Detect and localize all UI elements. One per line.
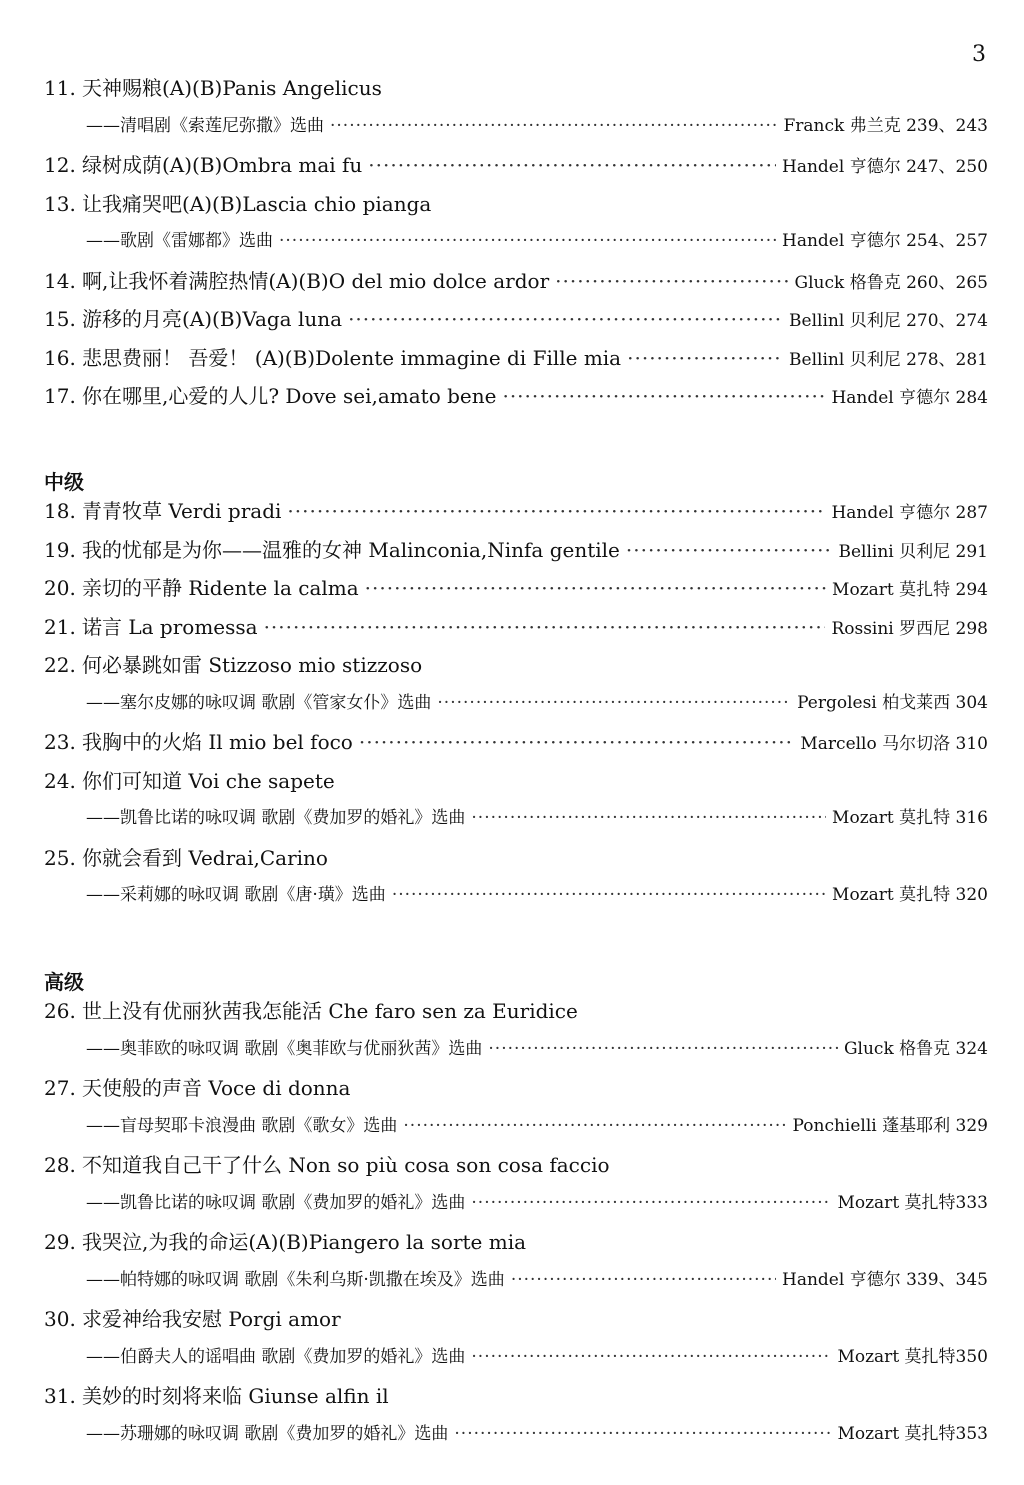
entry-title: 游移的月亮(A)(B)Vaga luna [82, 307, 343, 331]
entry-title: 你就会看到 Vedrai,Carino [82, 845, 328, 870]
entry-title: 亲切的平静 Ridente la calma [82, 576, 359, 600]
entry-number: 12. [44, 153, 76, 177]
entry-subtitle: ——帕特娜的咏叹调 歌剧《朱利乌斯·凯撒在埃及》选曲 [86, 1269, 505, 1290]
entry-title: 我胸中的火焰 Il mio bel foco [82, 730, 353, 754]
entry-reference: Bellini 贝利尼 291 [838, 541, 988, 562]
dot-leader [359, 730, 795, 754]
toc-entry [44, 572, 988, 611]
entry-reference: Mozart 莫扎特333 [837, 1192, 988, 1213]
entry-number: 13. [44, 191, 76, 216]
entry-number: 14. [44, 268, 76, 293]
entry-reference: Gluck 格鲁克 324 [843, 1038, 988, 1059]
entry-number: 22. [44, 653, 76, 677]
toc-entry [44, 1072, 988, 1111]
entry-title: 你们可知道 Voi che sapete [82, 768, 335, 793]
dot-leader [555, 269, 788, 293]
entry-number: 28. [44, 1153, 76, 1177]
toc-entry-subtitle-line [44, 880, 988, 919]
entry-number: 25. [44, 845, 76, 870]
toc-entry-subtitle-line [44, 1188, 988, 1227]
entry-subtitle: ——伯爵夫人的谣唱曲 歌剧《费加罗的婚礼》选曲 [86, 1346, 466, 1367]
toc-entry-subtitle-line [44, 688, 988, 727]
toc-entry-subtitle-line [44, 803, 988, 842]
entry-title: 青青牧草 Verdi pradi [82, 499, 282, 523]
entry-reference: Mozart 莫扎特353 [837, 1423, 988, 1444]
entry-subtitle: ——采莉娜的咏叹调 歌剧《唐·璜》选曲 [86, 885, 386, 905]
toc-entry [44, 1149, 988, 1188]
toc-entry [44, 842, 988, 881]
entry-number: 18. [44, 499, 76, 523]
entry-reference: Handel 亨德尔 247、250 [782, 157, 988, 177]
toc-entry [44, 1303, 988, 1342]
entry-subtitle: ——盲母契耶卡浪漫曲 歌剧《歌女》选曲 [86, 1115, 398, 1136]
entry-subtitle: ——凯鲁比诺的咏叹调 歌剧《费加罗的婚礼》选曲 [86, 1192, 466, 1213]
dot-leader [287, 499, 825, 523]
dot-leader [502, 384, 825, 408]
entry-reference: Mozart 莫扎特 320 [832, 885, 988, 905]
toc-entry [44, 303, 988, 342]
entry-reference: Bellinl 贝利尼 270、274 [789, 311, 988, 331]
dot-leader [392, 885, 826, 905]
entry-reference: Gluck 格鲁克 260、265 [794, 272, 988, 293]
entry-reference: Handel 亨德尔 254、257 [782, 231, 988, 251]
entry-reference: Pergolesi 柏戈莱西 304 [797, 692, 988, 713]
toc-entry [44, 495, 988, 534]
entry-title: 世上没有优丽狄茜我怎能活 Che faro sen za Euridice [82, 999, 578, 1023]
toc-entry-subtitle-line [44, 1034, 988, 1073]
dot-leader [471, 1347, 831, 1367]
dot-leader [437, 693, 791, 713]
dot-leader [626, 538, 833, 562]
section-spacer [44, 419, 988, 457]
entry-title: 诺言 La promessa [82, 614, 258, 639]
entry-title: 天使般的声音 Voce di donna [82, 1076, 351, 1100]
entry-number: 29. [44, 1230, 76, 1254]
dot-leader [279, 231, 776, 251]
page-number: 3 [972, 42, 986, 67]
dot-leader [348, 307, 783, 331]
toc-entry-subtitle-line [44, 226, 988, 265]
entry-reference: Franck 弗兰克 239、243 [783, 115, 988, 136]
entry-number: 23. [44, 730, 76, 754]
entry-title: 美妙的时刻将来临 Giunse alfin il [82, 1384, 389, 1408]
toc-entry-subtitle-line [44, 1342, 988, 1381]
dot-leader [511, 1270, 776, 1290]
entry-subtitle: ——清唱剧《索莲尼弥撒》选曲 [86, 115, 324, 136]
entry-number: 31. [44, 1384, 76, 1408]
toc-entry [44, 726, 988, 765]
section-spacer [44, 919, 988, 957]
entry-title: 不知道我自己干了什么 Non so più cosa son cosa faccio [82, 1153, 610, 1177]
toc-entry [44, 1380, 988, 1419]
entry-title: 绿树成荫(A)(B)Ombra mai fu [82, 153, 363, 177]
entry-subtitle: ——歌剧《雷娜都》选曲 [86, 231, 273, 251]
toc-entry [44, 534, 988, 573]
entry-number: 30. [44, 1307, 76, 1331]
entry-title: 悲思费丽！ 吾爱！ (A)(B)Dolente immagine di Fille mia [82, 345, 622, 370]
toc-entry [44, 1226, 988, 1265]
dot-leader [330, 116, 777, 136]
dot-leader [627, 346, 783, 370]
toc-entry [44, 995, 988, 1034]
toc-entry [44, 72, 988, 111]
entry-subtitle: ——凯鲁比诺的咏叹调 歌剧《费加罗的婚礼》选曲 [86, 808, 466, 828]
toc-entry-subtitle-line [44, 111, 988, 150]
entry-reference: Ponchielli 蓬基耶利 329 [792, 1115, 988, 1136]
entry-reference: Handel 亨德尔 339、345 [782, 1269, 988, 1290]
entry-title: 天神赐粮(A)(B)Panis Angelicus [82, 76, 382, 100]
entry-reference: Bellinl 贝利尼 278、281 [789, 349, 988, 370]
section-heading: 高级 [44, 970, 84, 994]
entry-title: 何必暴跳如雷 Stizzoso mio stizzoso [82, 653, 423, 677]
entry-reference: Marcello 马尔切洛 310 [800, 734, 988, 754]
toc-entry-subtitle-line [44, 1265, 988, 1304]
dot-leader [365, 576, 826, 600]
entry-number: 21. [44, 614, 76, 639]
entry-title: 啊,让我怀着满腔热情(A)(B)O del mio dolce ardor [82, 268, 550, 293]
entry-number: 27. [44, 1076, 76, 1100]
entry-number: 20. [44, 576, 76, 600]
toc-entry [44, 380, 988, 419]
entry-subtitle: ——苏珊娜的咏叹调 歌剧《费加罗的婚礼》选曲 [86, 1423, 449, 1444]
toc-entry [44, 265, 988, 304]
entry-number: 24. [44, 768, 76, 793]
entry-number: 15. [44, 307, 76, 331]
toc-entry [44, 765, 988, 804]
dot-leader [454, 1424, 831, 1444]
entry-title: 我的忧郁是为你——温雅的女神 Malinconia,Ninfa gentile [82, 537, 620, 562]
entry-reference: Mozart 莫扎特 316 [832, 808, 988, 828]
entry-title: 我哭泣,为我的命运(A)(B)Piangero la sorte mia [82, 1230, 527, 1254]
entry-number: 11. [44, 76, 76, 100]
toc-entry [44, 149, 988, 188]
toc-entry [44, 649, 988, 688]
entry-number: 19. [44, 537, 76, 562]
dot-leader [471, 808, 826, 828]
entry-number: 17. [44, 384, 76, 408]
toc-entry [44, 611, 988, 650]
section-heading: 中级 [44, 470, 84, 494]
entry-number: 26. [44, 999, 76, 1023]
entry-title: 让我痛哭吧(A)(B)Lascia chio pianga [82, 191, 432, 216]
entry-title: 求爱神给我安慰 Porgi amor [82, 1307, 341, 1331]
entry-number: 16. [44, 345, 76, 370]
toc-entry-subtitle-line [44, 1111, 988, 1150]
entry-reference: Rossini 罗西尼 298 [831, 618, 988, 639]
dot-leader [264, 615, 826, 639]
dot-leader [488, 1039, 838, 1059]
entry-title: 你在哪里,心爱的人儿? Dove sei,amato bene [82, 384, 497, 408]
dot-leader [368, 153, 776, 177]
entry-reference: Mozart 莫扎特 294 [832, 580, 988, 600]
entry-reference: Handel 亨德尔 284 [831, 388, 988, 408]
toc-entry [44, 342, 988, 381]
entry-reference: Mozart 莫扎特350 [837, 1346, 988, 1367]
dot-leader [471, 1193, 831, 1213]
toc-entry-subtitle-line [44, 1419, 988, 1458]
entry-subtitle: ——奥菲欧的咏叹调 歌剧《奥菲欧与优丽狄茜》选曲 [86, 1038, 483, 1059]
entry-subtitle: ——塞尔皮娜的咏叹调 歌剧《管家女仆》选曲 [86, 692, 432, 713]
toc-entry [44, 188, 988, 227]
dot-leader [403, 1116, 786, 1136]
entry-reference: Handel 亨德尔 287 [831, 503, 988, 523]
table-of-contents [44, 72, 988, 1457]
